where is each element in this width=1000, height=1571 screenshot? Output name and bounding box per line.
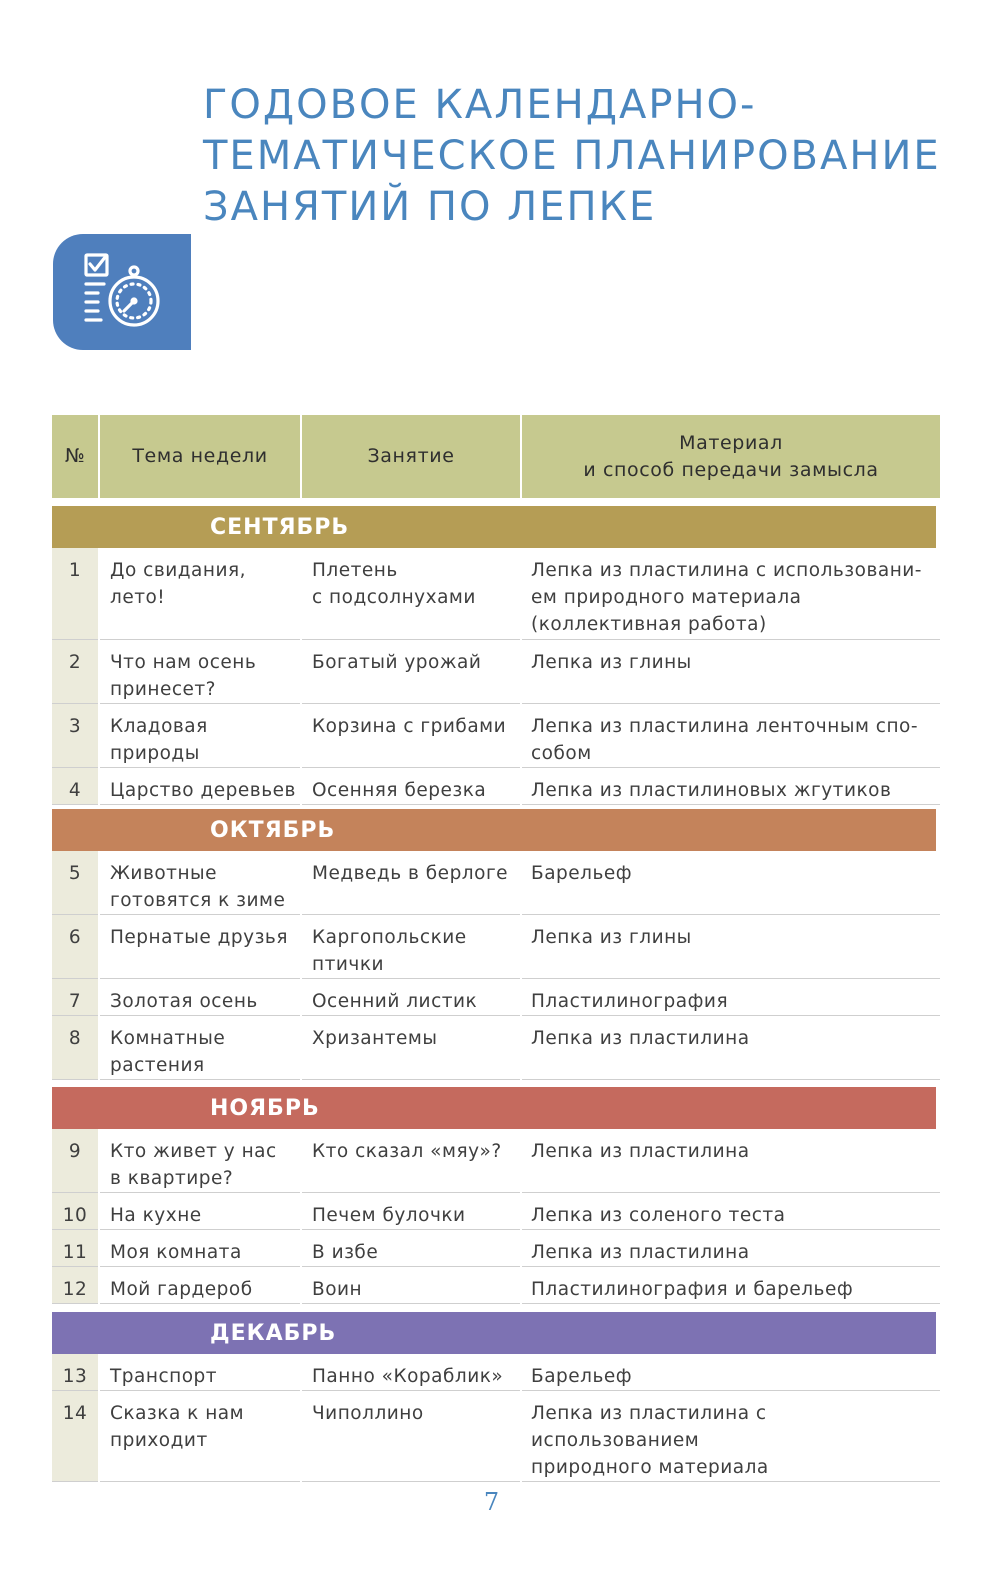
table-row — [52, 1193, 936, 1230]
row-theme-line: Транспорт — [110, 1366, 218, 1387]
row-material — [522, 548, 940, 640]
row-material — [522, 1391, 940, 1482]
row-theme-line: принесет? — [110, 679, 216, 700]
row-lesson — [302, 851, 520, 915]
row-theme-line: готовятся к зиме — [110, 890, 286, 911]
table-row — [52, 548, 936, 640]
row-theme — [100, 915, 300, 979]
row-number: 10 — [52, 1193, 98, 1230]
row-theme-line: Царство деревьев — [110, 780, 296, 801]
row-lesson-line: Осенняя березка — [312, 780, 487, 801]
row-lesson-line: птички — [312, 954, 385, 975]
table-row — [52, 1391, 936, 1482]
table-row — [52, 1129, 936, 1193]
row-number: 4 — [52, 768, 98, 805]
row-lesson — [302, 915, 520, 979]
table-row — [52, 915, 936, 979]
row-number: 12 — [52, 1267, 98, 1304]
table-header — [52, 415, 936, 498]
month-band: ДЕКАБРЬ — [52, 1312, 936, 1354]
row-material — [522, 1230, 940, 1267]
row-theme — [100, 1230, 300, 1267]
row-lesson — [302, 1016, 520, 1080]
section-icon-tab — [53, 234, 191, 350]
row-material — [522, 915, 940, 979]
row-lesson-line: Панно «Кораблик» — [312, 1366, 504, 1387]
row-theme-line: Мой гардероб — [110, 1279, 253, 1300]
row-theme-line: Сказка к нам — [110, 1403, 245, 1424]
row-number: 5 — [52, 851, 98, 915]
row-theme-line: Животные — [110, 863, 218, 884]
row-theme — [100, 851, 300, 915]
row-lesson-line: Корзина с грибами — [312, 716, 507, 737]
row-material-line: Лепка из пластилина — [531, 1028, 750, 1049]
row-theme-line: растения — [110, 1055, 205, 1076]
table-row — [52, 1267, 936, 1304]
row-lesson-line: Воин — [312, 1279, 363, 1300]
row-material — [522, 768, 940, 805]
row-lesson — [302, 1354, 520, 1391]
title-line-3: ЗАНЯТИЙ ПО ЛЕПКЕ — [203, 184, 657, 230]
row-lesson-line: Плетень — [312, 560, 398, 581]
row-number: 3 — [52, 704, 98, 768]
row-theme — [100, 1354, 300, 1391]
header-theme: Тема недели — [100, 415, 300, 498]
row-number: 13 — [52, 1354, 98, 1391]
row-number: 7 — [52, 979, 98, 1016]
table-row — [52, 1016, 936, 1080]
row-theme-line: приходит — [110, 1430, 208, 1451]
row-material-line: Барельеф — [531, 863, 633, 884]
row-number: 8 — [52, 1016, 98, 1080]
row-theme — [100, 1016, 300, 1080]
row-material — [522, 704, 940, 768]
row-theme-line: На кухне — [110, 1205, 202, 1226]
row-material-line: Пластилинография и барельеф — [531, 1279, 854, 1300]
row-lesson — [302, 548, 520, 640]
row-material-line: (коллективная работа) — [531, 614, 767, 635]
row-theme — [100, 704, 300, 768]
row-lesson — [302, 979, 520, 1016]
row-number: 14 — [52, 1391, 98, 1482]
table-row — [52, 640, 936, 704]
table-body — [52, 506, 936, 1482]
row-theme-line: До свидания, — [110, 560, 247, 581]
row-lesson-line: Чиполлино — [312, 1403, 424, 1424]
row-lesson — [302, 1193, 520, 1230]
row-material — [522, 1354, 940, 1391]
row-theme — [100, 548, 300, 640]
row-material-line: Лепка из соленого теста — [531, 1205, 786, 1226]
row-material-line: Лепка из глины — [531, 927, 692, 948]
row-lesson — [302, 1267, 520, 1304]
row-theme — [100, 1391, 300, 1482]
row-theme-line: Комнатные — [110, 1028, 226, 1049]
row-theme — [100, 768, 300, 805]
row-theme-line: Моя комната — [110, 1242, 242, 1263]
row-number: 11 — [52, 1230, 98, 1267]
row-material-line: Лепка из пластилина ленточным спо- — [531, 716, 919, 737]
row-theme-line: Что нам осень — [110, 652, 257, 673]
header-material-line-1: Материал — [679, 431, 783, 454]
row-material-line: ем природного материала — [531, 587, 802, 608]
row-material — [522, 1267, 940, 1304]
table-row — [52, 768, 936, 805]
row-material — [522, 640, 940, 704]
row-material — [522, 851, 940, 915]
table-row — [52, 1230, 936, 1267]
row-theme-line: Пернатые друзья — [110, 927, 288, 948]
row-number: 1 — [52, 548, 98, 640]
title-line-2: ТЕМАТИЧЕСКОЕ ПЛАНИРОВАНИЕ — [203, 133, 941, 179]
title-line-1: ГОДОВОЕ КАЛЕНДАРНО- — [203, 82, 757, 128]
row-material-line: Лепка из пластилина с использовани- — [531, 560, 922, 581]
month-band: ОКТЯБРЬ — [52, 809, 936, 851]
row-material-line: Лепка из пластилина — [531, 1242, 750, 1263]
row-theme — [100, 979, 300, 1016]
row-theme-line: Кто живет у нас — [110, 1141, 277, 1162]
row-number: 6 — [52, 915, 98, 979]
row-material-line: Лепка из глины — [531, 652, 692, 673]
row-number: 2 — [52, 640, 98, 704]
lesson-plan-table — [52, 415, 936, 1482]
row-theme — [100, 1267, 300, 1304]
table-row — [52, 1354, 936, 1391]
row-material-line: природного материала — [531, 1457, 769, 1478]
row-theme-line: Золотая осень — [110, 991, 258, 1012]
row-material — [522, 1016, 940, 1080]
row-theme — [100, 1193, 300, 1230]
row-lesson — [302, 768, 520, 805]
month-band: НОЯБРЬ — [52, 1087, 936, 1129]
table-row — [52, 979, 936, 1016]
row-lesson-line: Кто сказал «мяу»? — [312, 1141, 502, 1162]
row-theme-line: в квартире? — [110, 1168, 234, 1189]
row-lesson — [302, 704, 520, 768]
row-theme-line: природы — [110, 743, 200, 764]
header-num: № — [52, 415, 98, 498]
table-row — [52, 851, 936, 915]
row-lesson — [302, 1230, 520, 1267]
row-lesson-line: Хризантемы — [312, 1028, 438, 1049]
row-lesson-line: В избе — [312, 1242, 379, 1263]
row-theme — [100, 640, 300, 704]
row-material — [522, 979, 940, 1016]
month-band: СЕНТЯБРЬ — [52, 506, 936, 548]
row-material-line: Пластилинография — [531, 991, 729, 1012]
row-theme — [100, 1129, 300, 1193]
row-lesson-line: Медведь в берлоге — [312, 863, 509, 884]
header-material-line-2: и способ передачи замысла — [583, 458, 879, 481]
row-material-line: собом — [531, 743, 592, 764]
row-number: 9 — [52, 1129, 98, 1193]
row-lesson — [302, 640, 520, 704]
row-material-line: Лепка из пластилина с использованием — [531, 1403, 767, 1451]
row-material-line: Лепка из пластилиновых жгутиков — [531, 780, 892, 801]
row-material-line: Лепка из пластилина — [531, 1141, 750, 1162]
page-number: 7 — [483, 1488, 500, 1516]
row-material — [522, 1129, 940, 1193]
row-theme-line: Кладовая — [110, 716, 208, 737]
row-lesson — [302, 1391, 520, 1482]
page-title — [203, 80, 963, 233]
row-lesson-line: Печем булочки — [312, 1205, 466, 1226]
checklist-stopwatch-icon — [77, 248, 167, 336]
header-material — [522, 415, 940, 498]
header-lesson: Занятие — [302, 415, 520, 498]
row-theme-line: лето! — [110, 587, 166, 608]
row-lesson-line: Каргопольские — [312, 927, 467, 948]
row-material-line: Барельеф — [531, 1366, 633, 1387]
row-lesson-line: Осенний листик — [312, 991, 478, 1012]
table-row — [52, 704, 936, 768]
row-lesson — [302, 1129, 520, 1193]
row-material — [522, 1193, 940, 1230]
row-lesson-line: с подсолнухами — [312, 587, 476, 608]
row-lesson-line: Богатый урожай — [312, 652, 482, 673]
